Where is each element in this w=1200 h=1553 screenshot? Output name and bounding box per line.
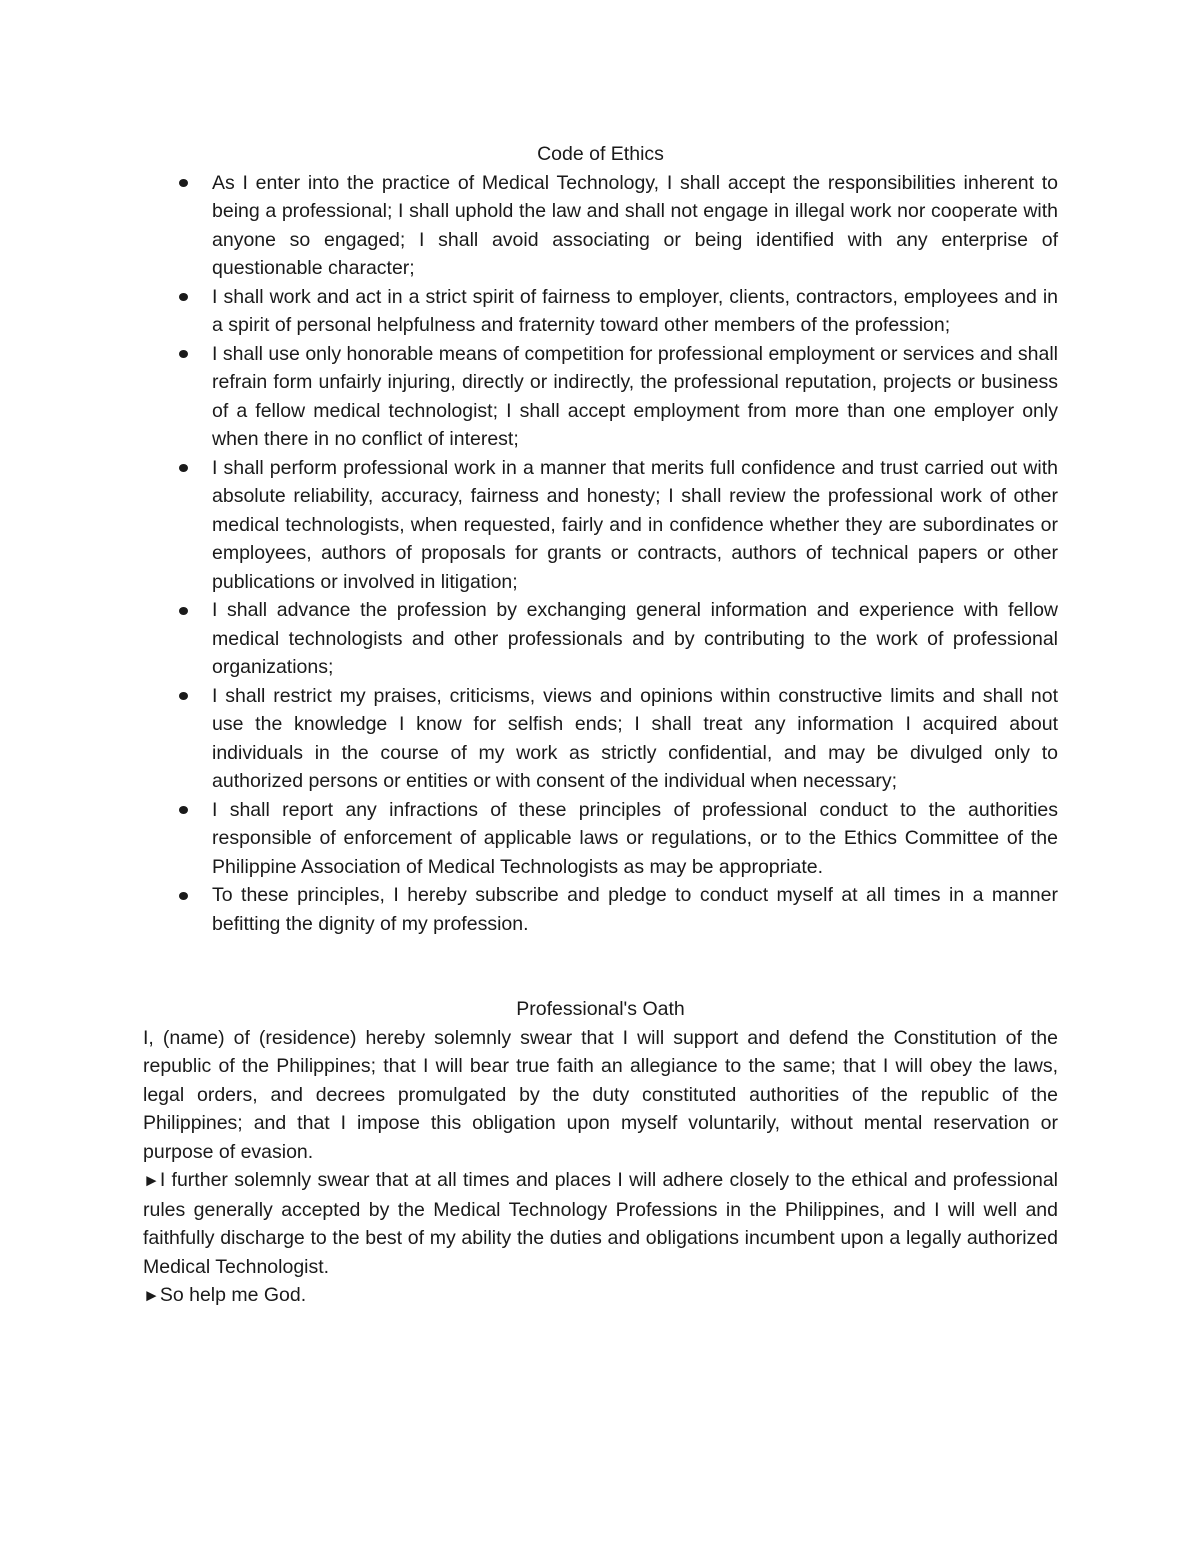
list-item-text: As I enter into the practice of Medical Technology, I shall accept the responsibilities inherent to being a professional; I shall uphold the law and shall not engage in illegal work nor cooperate with anyone so engaged; I shall avoid associating or being identified with any enterprise of questionable character; bbox=[212, 171, 1058, 279]
list-item-text: I shall work and act in a strict spirit of fairness to employer, clients, contractors, employees and in a spirit of personal helpfulness and fraternity toward other members of the profession; bbox=[212, 285, 1058, 336]
list-item-text: I shall use only honorable means of competition for professional employment or services and shall refrain form unfairly injuring, directly or indirectly, the professional reputation, projects or business of a fellow medical technologist; I shall accept employment from more than one employer only when there in no conflict of interest; bbox=[212, 342, 1058, 450]
oath-closing bbox=[143, 1281, 1058, 1311]
bullet-icon bbox=[179, 350, 188, 358]
document-page bbox=[143, 140, 1058, 1311]
list-item bbox=[143, 682, 1058, 796]
list-item bbox=[143, 340, 1058, 454]
list-item-text: I shall advance the profession by exchanging general information and experience with fellow medical technologists and other professionals and by contributing to the work of professional organizations; bbox=[212, 599, 1058, 678]
oath-closing-text: So help me God. bbox=[159, 1284, 307, 1306]
list-item bbox=[143, 796, 1058, 882]
bullet-icon bbox=[179, 464, 188, 472]
oath-paragraph-1: I, (name) of (residence) hereby solemnly swear that I will support and defend the Constitution of the republic of the Philippines; that I will bear true faith an allegiance to the same; that I will obey the laws, legal orders, and decrees promulgated by the duty constituted authorities of the republic of the Philippines; and that I impose this obligation upon myself voluntarily, without mental reservation or purpose of evasion. bbox=[143, 1026, 1058, 1163]
list-item bbox=[143, 454, 1058, 597]
bullet-icon bbox=[179, 607, 188, 615]
oath-paragraph-2-text: I further solemnly swear that at all times and places I will adhere closely to the ethical and professional rules generally accepted by the Medical Technology Professions in the Philippines, and I will well and faithfully discharge to the best of my ability the duties and obligations incumbent upon a legally authorized Medical Technologist. bbox=[143, 1169, 1058, 1278]
list-item-text: To these principles, I hereby subscribe and pledge to conduct myself at all times in a manner befitting the dignity of my profession. bbox=[212, 884, 1058, 935]
list-item bbox=[143, 596, 1058, 682]
list-item bbox=[143, 283, 1058, 340]
arrow-icon: ► bbox=[143, 1286, 160, 1305]
code-of-ethics-title: Code of Ethics bbox=[537, 143, 664, 165]
list-item-text: I shall report any infractions of these principles of professional conduct to the authorities responsible of enforcement of applicable laws or regulations, or to the Ethics Committee of the Philippine Association of Medical Technologists as may be appropriate. bbox=[212, 798, 1058, 878]
arrow-icon: ► bbox=[143, 1171, 160, 1190]
professionals-oath-title: Professional's Oath bbox=[516, 998, 685, 1020]
list-item bbox=[143, 881, 1058, 938]
bullet-icon bbox=[179, 692, 188, 700]
oath-paragraph-2 bbox=[143, 1166, 1058, 1281]
list-item-text: I shall perform professional work in a manner that merits full confidence and trust carried out with absolute reliability, accuracy, fairness and honesty; I shall review the professional work of other medical technologists, when requested, fairly and in confidence whether they are subordinates or employees, authors of proposals for grants or contracts, authors of technical papers or other publications or involved in litigation; bbox=[212, 456, 1058, 593]
bullet-icon bbox=[179, 293, 188, 301]
bullet-icon bbox=[179, 179, 188, 187]
bullet-icon bbox=[179, 892, 188, 900]
code-of-ethics-list bbox=[143, 169, 1058, 939]
bullet-icon bbox=[179, 806, 188, 814]
list-item bbox=[143, 169, 1058, 283]
list-item-text: I shall restrict my praises, criticisms, views and opinions within constructive limits and shall not use the knowledge I know for selfish ends; I shall treat any information I acquired about individuals in the course of my work as strictly confidential, and may be divulged only to authorized persons or entities or with consent of the individual when necessary; bbox=[212, 684, 1058, 792]
